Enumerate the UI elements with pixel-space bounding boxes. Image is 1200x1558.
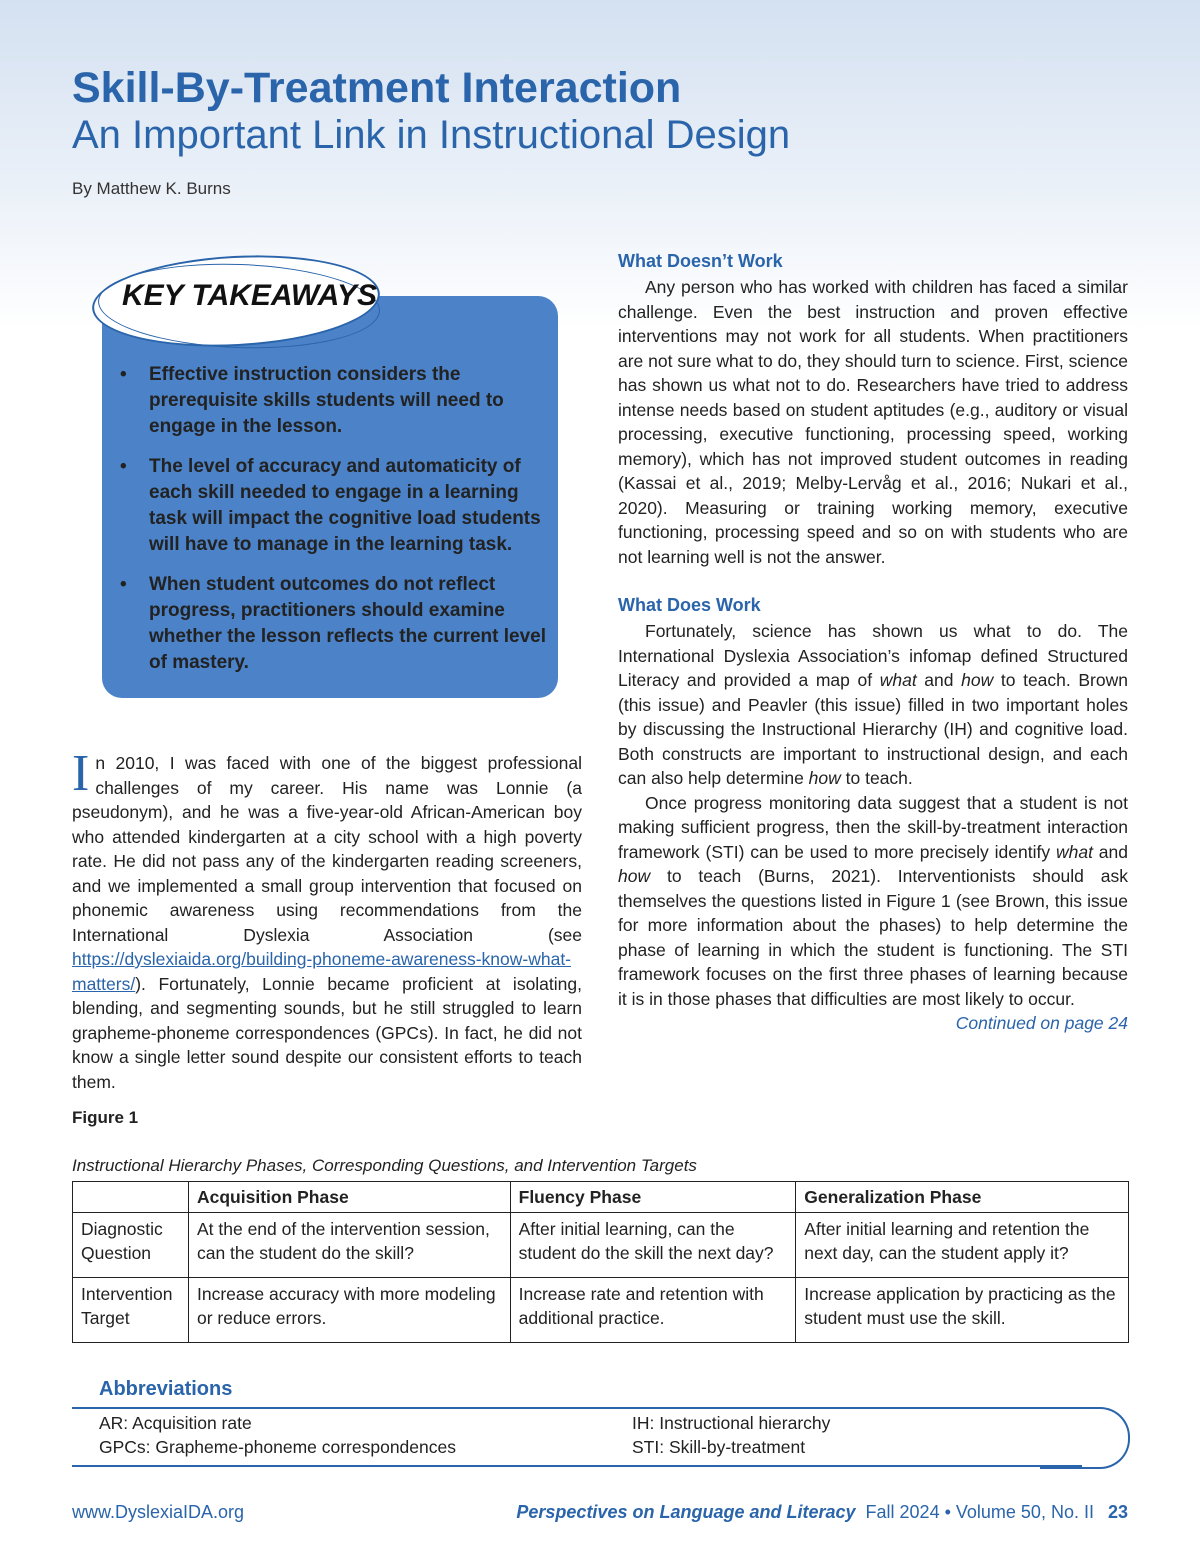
- heading-what-does-work: What Does Work: [618, 595, 761, 615]
- table-cell: At the end of the intervention session, can the student do the skill?: [188, 1213, 510, 1278]
- takeaway-item: • Effective instruction considers the prerequisite skills students will need to engage in the lesson.: [118, 362, 548, 440]
- page-number: 23: [1107, 1502, 1128, 1522]
- abbreviation-item: GPCs: Grapheme-phoneme correspondences: [99, 1437, 456, 1457]
- table-header-cell: Fluency Phase: [510, 1182, 796, 1213]
- abbreviations-curve: [1040, 1407, 1130, 1469]
- table-cell: After initial learning, can the student do the skill the next day?: [510, 1213, 796, 1278]
- takeaway-item: • When student outcomes do not reflect progress, practitioners should examine whether the lesson reflects the current level of mastery.: [118, 572, 548, 676]
- intro-text-b: ). Fortunately, Lonnie became proficient at isolating, blending, and segmenting sounds, but he still struggled to learn grapheme-phoneme correspondences (GPCs). In fact, he did not know a single letter sound despite our consistent efforts to teach them.: [72, 973, 582, 1092]
- what-doesnt-work-paragraph: Any person who has worked with children has faced a similar challenge. Even the best instruction and proven effective interventions may not work for all students. When practitioners are not sure what to do, they should turn to science. First, science has shown us what not to do. Researchers have tried to address intense needs based on student aptitudes (e.g., auditory or visual processing, executive functioning, processing speed, working memory), which has not improved student outcomes in reading (Kassai et al., 2019; Melby-Lervåg et al., 2016; Nukari et al., 2020). Measuring or training working memory, executive functioning, processing speed and so on with students who are not learning well is not the answer.: [618, 277, 1128, 567]
- right-column: [618, 249, 1128, 1034]
- key-takeaways-list: [118, 362, 548, 690]
- footer-journal: Perspectives on Language and Literacy: [516, 1502, 856, 1522]
- phoneme-awareness-link[interactable]: https://dyslexiaida.org/building-phoneme-awareness-know-what-matters/: [72, 949, 572, 994]
- abbreviations-top-rule: [72, 1407, 1082, 1409]
- abbreviation-item: AR: Acquisition rate: [99, 1413, 252, 1433]
- takeaway-item: • The level of accuracy and automaticity of each skill needed to engage in a learning task will impact the cognitive load students will have to manage in the learning task.: [118, 454, 548, 558]
- what-does-work-paragraph-2: Once progress monitoring data suggest that a student is not making sufficient progress, then the skill-by-treatment interaction framework (STI) can be used to more precisely identify what and how to teach (Burns, 2021). Interventionists should ask themselves the questions listed in Figure 1 (see Brown, this issue for more information about the phases) to help determine the phase of learning in which the student is functioning. The STI framework focuses on the first three phases of learning because it is in those phases that difficulties are most likely to occur.: [618, 792, 1129, 1009]
- left-column: [72, 745, 582, 1094]
- table-cell: Increase accuracy with more modeling or reduce errors.: [188, 1278, 510, 1343]
- what-does-work-paragraph-1: Fortunately, science has shown us what to do. The International Dyslexia Association’s infomap defined Structured Literacy and provided a map of what and how to teach. Brown (this issue) and Peavler (this issue) filled in two important holes by discussing the Instructional Hierarchy (IH) and cognitive load. Both constructs are important to instructional design, and each can also help determine how to teach.: [618, 621, 1128, 788]
- drop-cap: I: [72, 745, 90, 802]
- article-subtitle: An Important Link in Instructional Design: [72, 113, 791, 157]
- footer-publication-info: [516, 1502, 1128, 1523]
- byline: By Matthew K. Burns: [72, 179, 231, 198]
- figure-caption: Instructional Hierarchy Phases, Corresponding Questions, and Intervention Targets: [72, 1156, 697, 1175]
- table-cell: After initial learning and retention the next day, can the student apply it?: [796, 1213, 1129, 1278]
- intro-paragraph: [72, 745, 582, 1094]
- abbreviation-item: STI: Skill-by-treatment: [632, 1437, 806, 1457]
- table-header-cell: Generalization Phase: [796, 1182, 1129, 1213]
- footer-issue: Fall 2024 • Volume 50, No. II: [865, 1502, 1094, 1522]
- abbreviation-item: IH: Instructional hierarchy: [632, 1413, 831, 1433]
- table-row: [73, 1278, 1129, 1343]
- figure-table: [72, 1181, 1129, 1343]
- footer-website-link[interactable]: www.DyslexiaIDA.org: [72, 1502, 245, 1522]
- abbreviations-heading: Abbreviations: [99, 1378, 233, 1400]
- heading-what-doesnt-work: What Doesn’t Work: [618, 251, 783, 271]
- intro-text-a: n 2010, I was faced with one of the biggest professional challenges of my career. His name was Lonnie (a pseudonym), and he was a five-year-old African-American boy who attended kindergarten at a city school with a high poverty rate. He did not pass any of the kindergarten reading screeners, and we implemented a small group intervention that focused on phonemic awareness using recommendations from the International Dyslexia Association (see: [72, 753, 582, 945]
- table-header-cell: Acquisition Phase: [188, 1182, 510, 1213]
- figure-label: Figure 1: [72, 1108, 139, 1127]
- table-cell: Increase rate and retention with additional practice.: [510, 1278, 796, 1343]
- article-title: Skill-By-Treatment Interaction: [72, 64, 682, 112]
- continued-note: Continued on page 24: [955, 1013, 1128, 1033]
- table-cell: Intervention Target: [73, 1278, 189, 1343]
- table-header-cell: [73, 1182, 189, 1213]
- abbreviations-bottom-rule: [72, 1465, 1082, 1467]
- table-header-row: [73, 1182, 1129, 1213]
- key-takeaways-title: KEY TAKEAWAYS: [122, 279, 378, 312]
- table-cell: Increase application by practicing as the student must use the skill.: [796, 1278, 1129, 1343]
- table-cell: Diagnostic Question: [73, 1213, 189, 1278]
- table-row: [73, 1213, 1129, 1278]
